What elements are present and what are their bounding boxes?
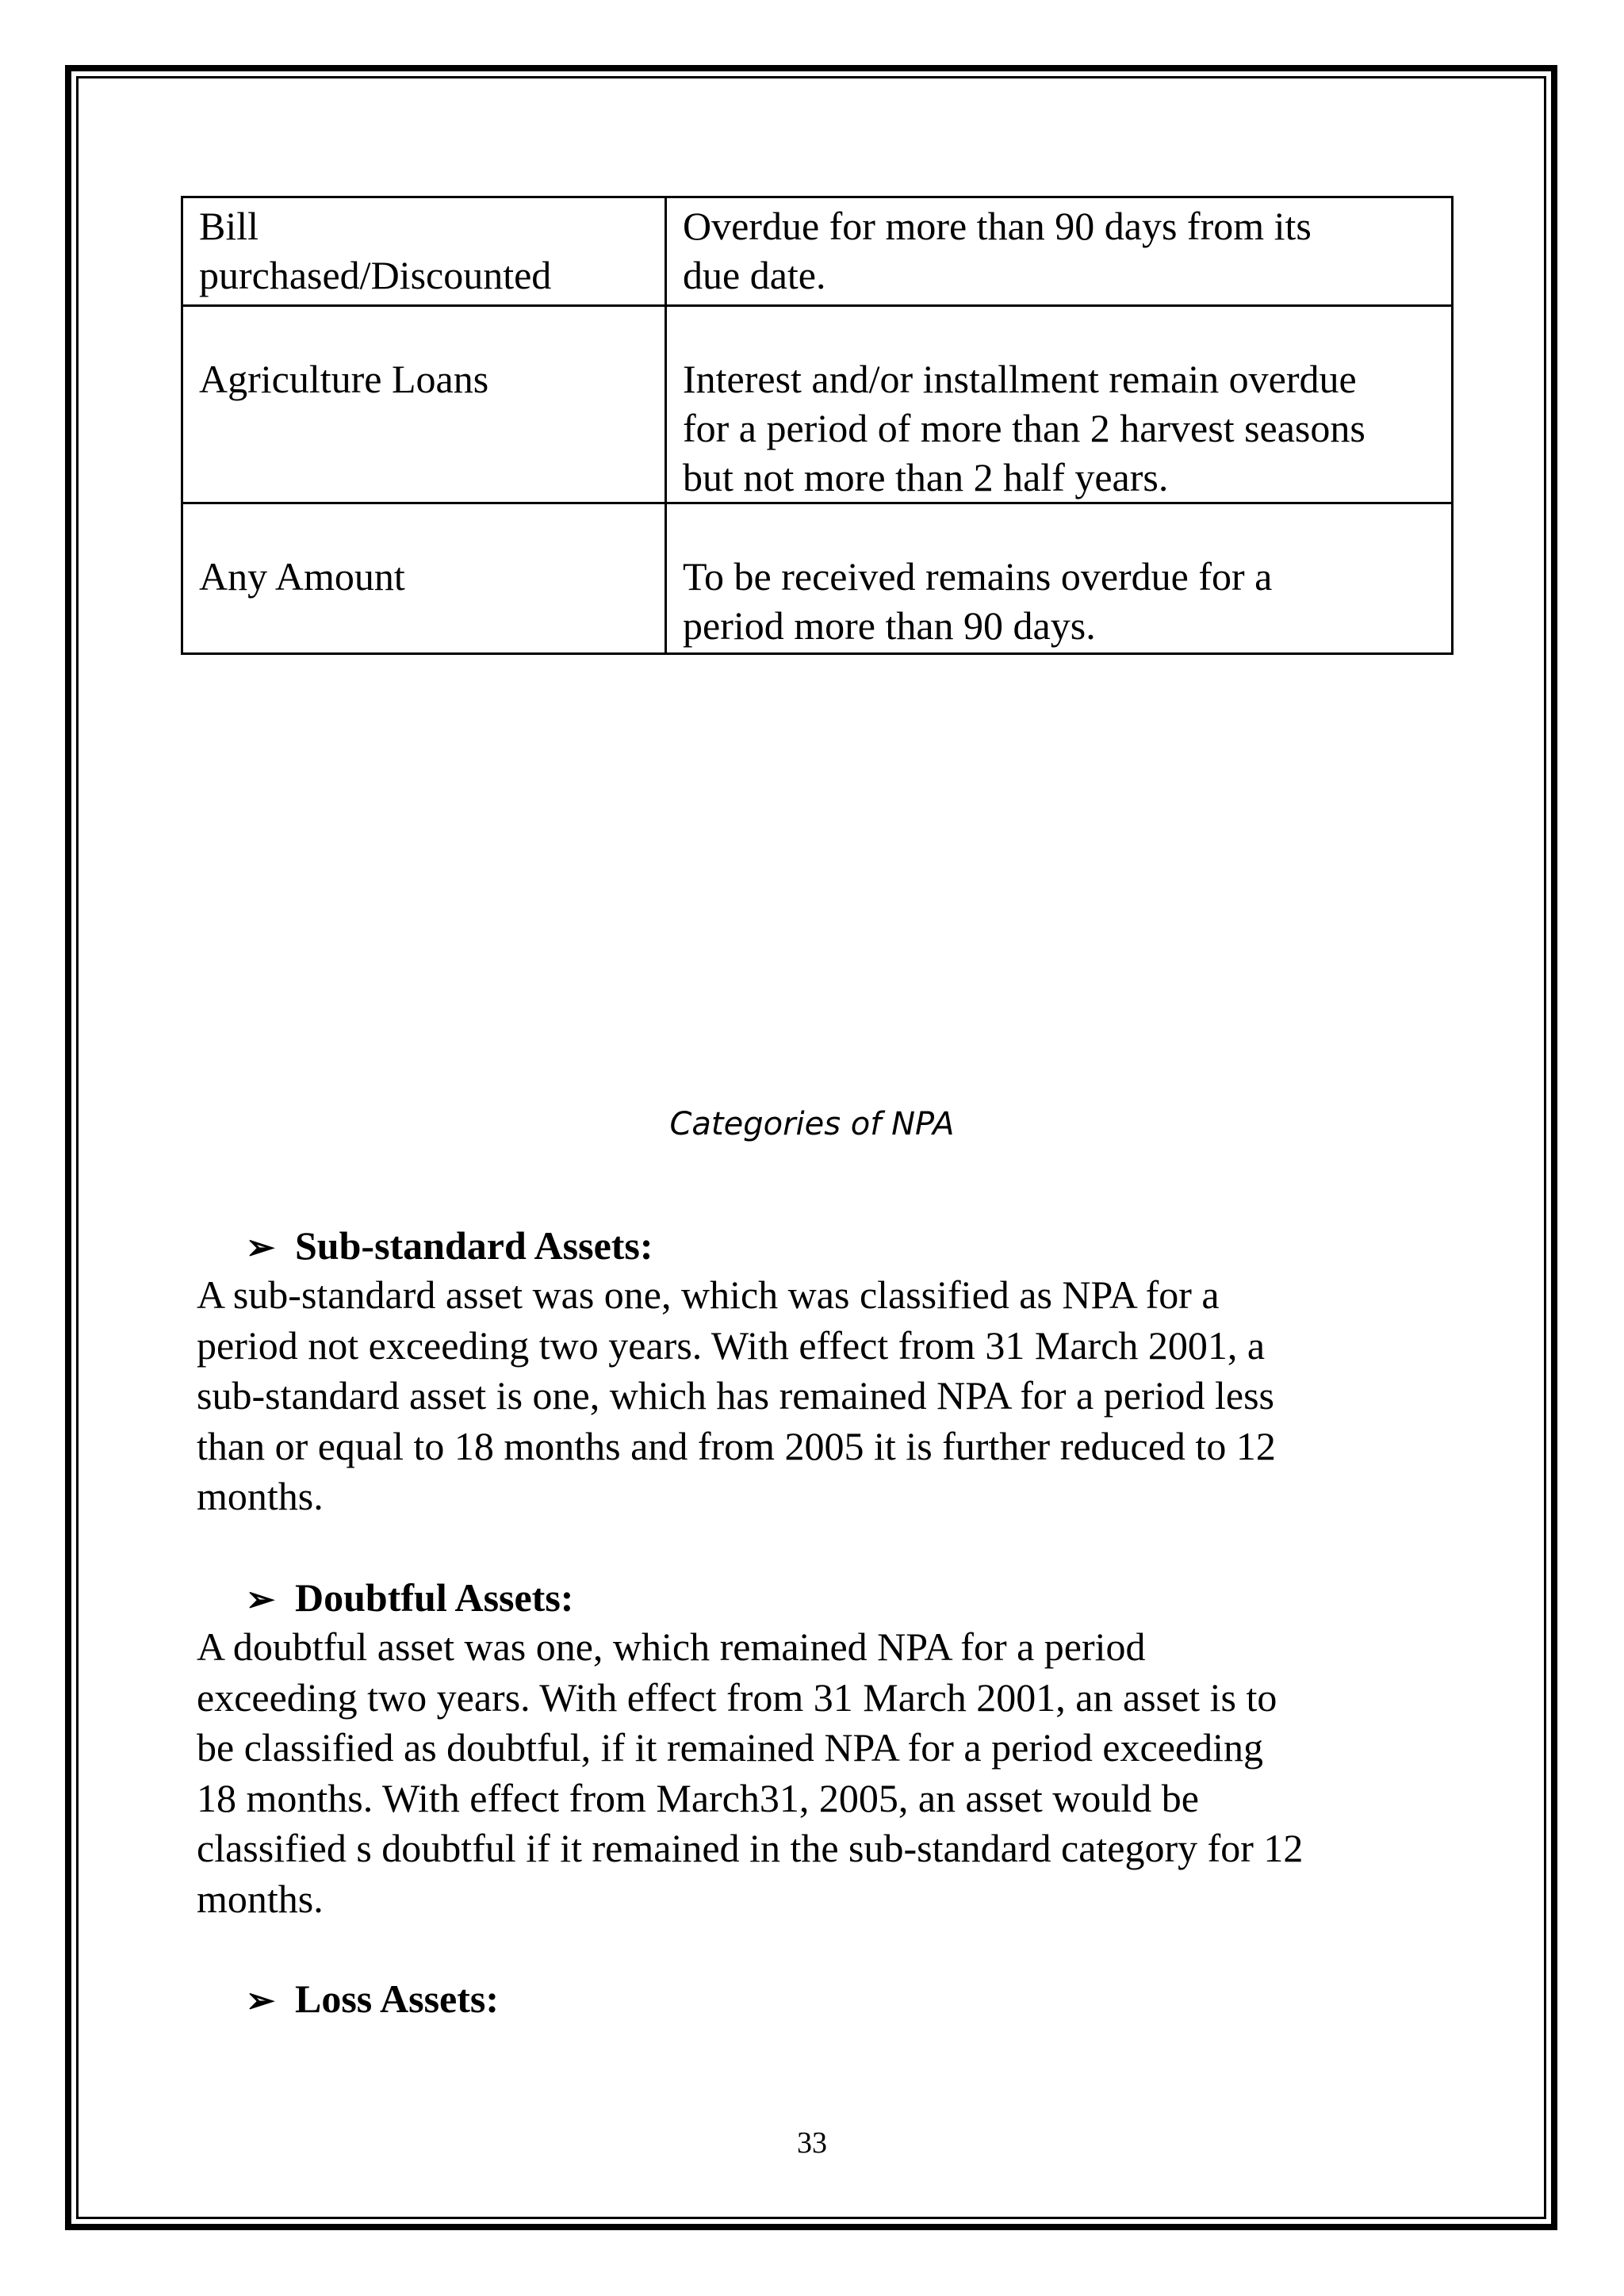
page-number: 33 — [797, 2126, 827, 2160]
npa-criteria-table — [181, 196, 1454, 655]
heading-loss-assets: ➢ Loss Assets: — [246, 1974, 499, 2026]
table-row — [182, 197, 1453, 306]
table-cell-type: Bill purchased/Discounted — [182, 197, 666, 306]
table-cell-type: Agriculture Loans — [182, 306, 666, 503]
arrow-bullet-icon: ➢ — [246, 1580, 275, 1619]
paragraph-sub-standard-assets: A sub-standard asset was one, which was classified as NPA for a period not exceeding two years. With effect from 31 March 2001, a sub-standard asset is one, which has remained NPA for a period less than or equal to 18 months and from 2005 it is further reduced to 12 months. — [197, 1272, 1276, 1518]
table-row — [182, 503, 1453, 654]
heading-doubtful-assets: ➢ Doubtful Assets: — [246, 1573, 573, 1624]
table-cell-criterion: To be received remains overdue for a period more than 90 days. — [666, 503, 1453, 654]
arrow-bullet-icon: ➢ — [246, 1228, 275, 1267]
arrow-bullet-icon: ➢ — [246, 1981, 275, 2020]
table-cell-criterion: Interest and/or installment remain overdue for a period of more than 2 harvest seasons but not more than 2 half years. — [666, 306, 1453, 503]
paragraph-doubtful-assets: A doubtful asset was one, which remained NPA for a period exceeding two years. With effect from 31 March 2001, an asset is to be classified as doubtful, if it remained NPA for a period exceeding 18 months. With effect from March31, 2005, an asset would be classified s doubtful if it remained in the sub-standard category for 12 months. — [197, 1624, 1304, 1921]
table-row — [182, 306, 1453, 503]
section-title: Categories of NPA — [669, 1106, 955, 1142]
table-cell-type: Any Amount — [182, 503, 666, 654]
heading-sub-standard-assets: ➢ Sub-standard Assets: — [246, 1221, 653, 1272]
table-cell-criterion: Overdue for more than 90 days from its due date. — [666, 197, 1453, 306]
